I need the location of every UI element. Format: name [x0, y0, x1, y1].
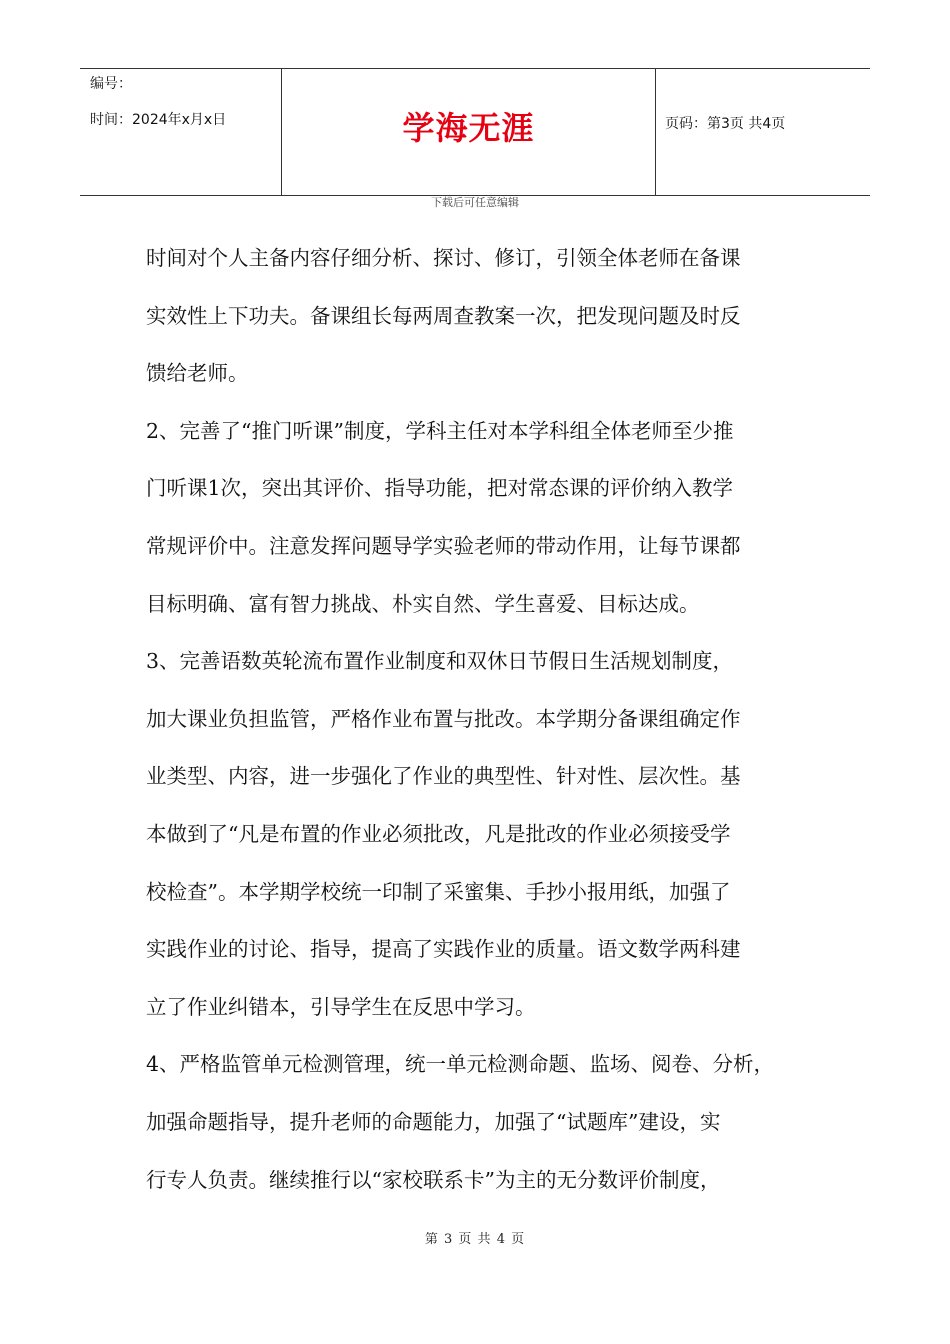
body-text-line: 2、完善了“推门听课”制度，学科主任对本学科组全体老师至少推 [146, 418, 734, 443]
body-text-line: 3、完善语数英轮流布置作业制度和双休日节假日生活规划制度， [146, 649, 734, 674]
body-text-line: 本做到了“凡是布置的作业必须批改，凡是批改的作业必须接受学 [146, 821, 731, 846]
header-meta-cell [80, 69, 280, 195]
brand-title: 学海无涯 [402, 109, 535, 147]
edit-note: 下载后可任意编辑 [431, 196, 519, 209]
document-number-label: 编号： [90, 76, 132, 92]
body-text-line: 目标明确、富有智力挑战、朴实自然、学生喜爱、目标达成。 [146, 591, 700, 616]
body-text-line: 时间对个人主备内容仔细分析、探讨、修订，引领全体老师在备课 [146, 246, 741, 270]
page-footer: 第 3 页 共 4 页 [424, 1232, 526, 1247]
body-text-line: 立了作业纠错本，引导学生在反思中学习。 [146, 994, 536, 1019]
body-text-line: 校检查”。本学期学校统一印制了采蜜集、手抄小报用纸，加强了 [146, 879, 731, 904]
body-text-line: 加强命题指导，提升老师的命题能力，加强了“试题库”建设，实 [146, 1109, 721, 1134]
body-text-line: 实践作业的讨论、指导，提高了实践作业的质量。语文数学两科建 [146, 937, 741, 962]
body-text-line: 馈给老师。 [146, 361, 249, 386]
body-text-line: 加大课业负担监管，严格作业布置与批改。本学期分备课组确定作 [146, 706, 741, 731]
document-header [80, 68, 870, 196]
body-text-line: 业类型、内容，进一步强化了作业的典型性、针对性、层次性。基 [146, 764, 741, 789]
body-text-line: 实效性上下功夫。备课组长每两周查教案一次，把发现问题及时反 [146, 303, 741, 328]
header-page-cell [655, 69, 870, 195]
document-body [146, 230, 836, 1209]
page-number-label: 页码：第3页 共4页 [665, 116, 786, 132]
body-text-line: 行专人负责。继续推行以“家校联系卡”为主的无分数评价制度， [146, 1167, 721, 1192]
body-text-line: 4、严格监管单元检测管理，统一单元检测命题、监场、阅卷、分析， [146, 1052, 775, 1077]
header-brand-cell [281, 69, 656, 195]
body-text-line: 常规评价中。注意发挥问题导学实验老师的带动作用，让每节课都 [146, 533, 741, 558]
body-text-line: 门听课1次，突出其评价、指导功能，把对常态课的评价纳入教学 [146, 476, 734, 501]
document-time-label: 时间：2024年x月x日 [90, 112, 227, 128]
